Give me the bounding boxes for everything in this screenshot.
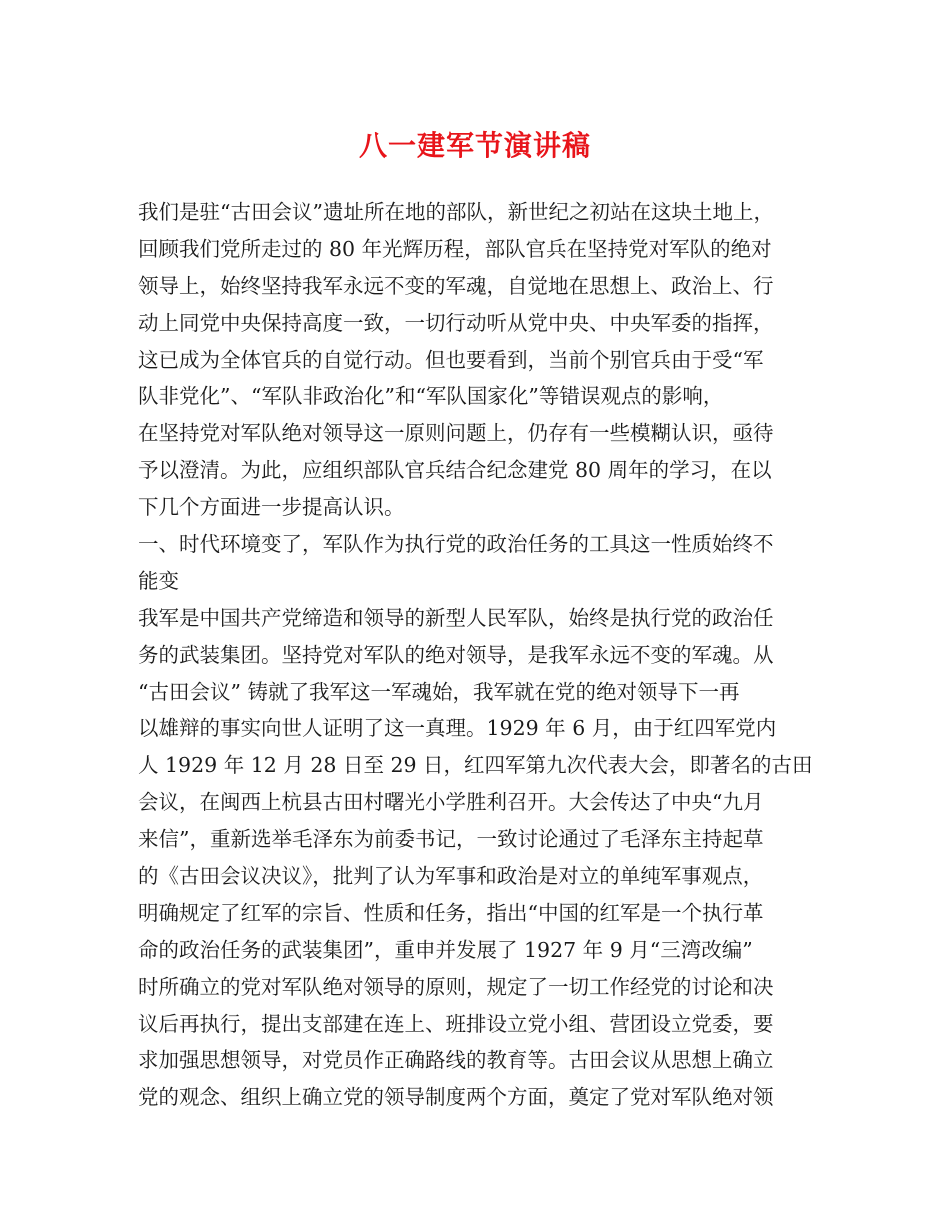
text-line: 下几个方面进一步提高认识。	[138, 495, 405, 520]
text-line: 时所确立的党对军队绝对领导的原则，规定了一切工作经党的讨论和决	[138, 974, 774, 999]
text-line: 求加强思想领导，对党员作正确路线的教育等。古田会议从思想上确立	[138, 1048, 774, 1073]
text-line: 领导上，始终坚持我军永远不变的军魂，自觉地在思想上、政治上、行	[138, 273, 774, 298]
text-line: 人 1929 年 12 月 28 日至 29 日，红四军第九次代表大会，即著名的古田	[138, 753, 813, 778]
text-line: 回顾我们党所走过的 80 年光辉历程，部队官兵在坚持党对军队的绝对	[138, 236, 772, 261]
text-line: 予以澄清。为此，应组织部队官兵结合纪念建党 80 周年的学习，在以	[138, 458, 772, 483]
document-title: 八一建军节演讲稿	[358, 129, 591, 162]
text-line: 党的观念、组织上确立党的领导制度两个方面，奠定了党对军队绝对领	[138, 1085, 774, 1110]
document-body	[138, 194, 828, 1116]
text-line: 务的武装集团。坚持党对军队的绝对领导，是我军永远不变的军魂。从	[138, 642, 774, 667]
text-line: 能变	[138, 568, 179, 593]
text-line: 我们是驻“古田会议”遗址所在地的部队，新世纪之初站在这块土地上，	[138, 200, 774, 224]
text-line: 队非党化”、“军队非政治化”和“军队国家化”等错误观点的影响，	[138, 384, 724, 409]
text-line: 我军是中国共产党缔造和领导的新型人民军队，始终是执行党的政治任	[138, 605, 774, 630]
text-line: 动上同党中央保持高度一致，一切行动听从党中央、中央军委的指挥，	[138, 310, 774, 335]
text-line: 的《古田会议决议》，批判了认为军事和政治是对立的单纯军事观点，	[138, 864, 764, 889]
text-line: 会议，在闽西上杭县古田村曙光小学胜利召开。大会传达了中央“九月	[138, 790, 764, 815]
text-line: 以雄辩的事实向世人证明了这一真理。1929 年 6 月，由于红四军党内	[138, 716, 777, 741]
text-line: “古田会议” 铸就了我军这一军魂始，我军就在党的绝对领导下一再	[138, 679, 740, 704]
text-line: 一、时代环境变了，军队作为执行党的政治任务的工具这一性质始终不	[138, 532, 774, 557]
text-line: 明确规定了红军的宗旨、性质和任务，指出“中国的红军是一个执行革	[138, 900, 764, 925]
text-line: 来信”，重新选举毛泽东为前委书记，一致讨论通过了毛泽东主持起草	[138, 827, 764, 852]
text-line: 议后再执行，提出支部建在连上、班排设立党小组、营团设立党委，要	[138, 1011, 774, 1036]
text-line: 命的政治任务的武装集团”，重申并发展了 1927 年 9 月“三湾改编”	[138, 937, 753, 962]
text-line: 这已成为全体官兵的自觉行动。但也要看到，当前个别官兵由于受“军	[138, 347, 764, 372]
text-line: 在坚持党对军队绝对领导这一原则问题上，仍存有一些模糊认识，亟待	[138, 421, 774, 446]
